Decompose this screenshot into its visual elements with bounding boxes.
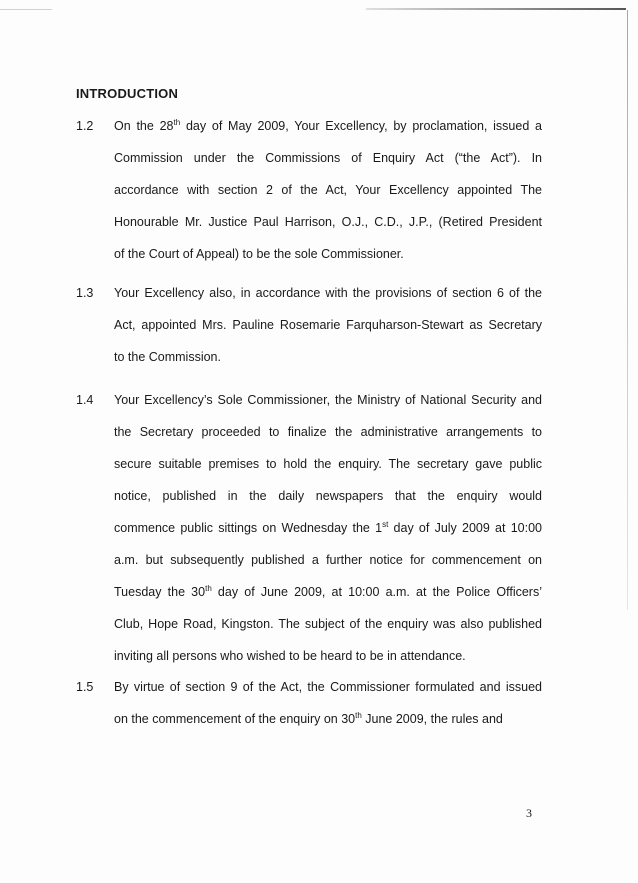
paragraph-number: 1.5 [76,680,94,694]
paragraph-line [114,318,542,332]
page-number: 3 [526,806,532,820]
paragraph-line [114,119,542,133]
paragraph-line [114,649,542,663]
ordinal-suffix: th [173,117,181,127]
ordinal-suffix: th [205,583,212,593]
paragraph-number: 1.2 [76,119,94,133]
paragraph-line [114,151,542,165]
line-text: to the Commission. [114,350,221,364]
paragraph-line [114,585,542,599]
ordinal-suffix: th [355,710,362,720]
scan-artifact-line [0,9,52,10]
line-text: Your Excellency’s Sole Commissioner, the Ministry of National Security and [114,393,542,407]
paragraph-line [114,350,542,364]
line-text: By virtue of section 9 of the Act, the Commissioner formulated and issued [114,680,542,694]
paragraph-line [114,393,542,407]
line-text: inviting all persons who wished to be heard to be in attendance. [114,649,466,663]
paragraph-line [114,286,542,300]
scan-artifact-line [366,8,626,10]
paragraph-line [114,553,542,567]
paragraph-line [114,247,542,261]
paragraph-line [114,489,542,503]
paragraph-line [114,521,542,535]
line-text: a.m. but subsequently published a further notice for commencement on [114,553,542,567]
line-text: on the commencement of the enquiry on 30 [114,712,356,726]
paragraph-line [114,425,542,439]
line-text: June 2009, the rules and [361,712,503,726]
line-text: the Secretary proceeded to finalize the administrative arrangements to [114,425,542,439]
line-text: On the 28 [114,119,174,133]
line-text: secure suitable premises to hold the enquiry. The secretary gave public [114,457,542,471]
line-text: Your Excellency also, in accordance with the provisions of section 6 of the [114,286,542,300]
line-text: day of May 2009, Your Excellency, by proclamation, issued a [180,119,542,133]
scan-artifact-edge [627,10,628,610]
line-text: day of July 2009 at 10:00 [388,521,542,535]
line-text: of the Court of Appeal) to be the sole Commissioner. [114,247,404,261]
line-text: day of June 2009, at 10:00 a.m. at the Police Officers’ [211,585,542,599]
section-heading: INTRODUCTION [76,86,179,101]
paragraph-line [114,457,542,471]
line-text: commence public sittings on Wednesday the 1 [114,521,383,535]
paragraph-line [114,680,542,694]
paragraph-line [114,183,542,197]
paragraph-line [114,712,542,726]
line-text: Tuesday the 30 [114,585,206,599]
paragraph-line [114,215,542,229]
line-text: Act, appointed Mrs. Pauline Rosemarie Farquharson-Stewart as Secretary [114,318,542,332]
line-text: Honourable Mr. Justice Paul Harrison, O.J., C.D., J.P., (Retired President [114,215,542,229]
line-text: Commission under the Commissions of Enquiry Act (“the Act”). In [114,151,542,165]
ordinal-suffix: st [382,519,389,529]
paragraph-number: 1.4 [76,393,94,407]
line-text: accordance with section 2 of the Act, Your Excellency appointed The [114,183,542,197]
line-text: Club, Hope Road, Kingston. The subject of the enquiry was also published [114,617,542,631]
paragraph-line [114,617,542,631]
line-text: notice, published in the daily newspapers that the enquiry would [114,489,542,503]
paragraph-number: 1.3 [76,286,94,300]
